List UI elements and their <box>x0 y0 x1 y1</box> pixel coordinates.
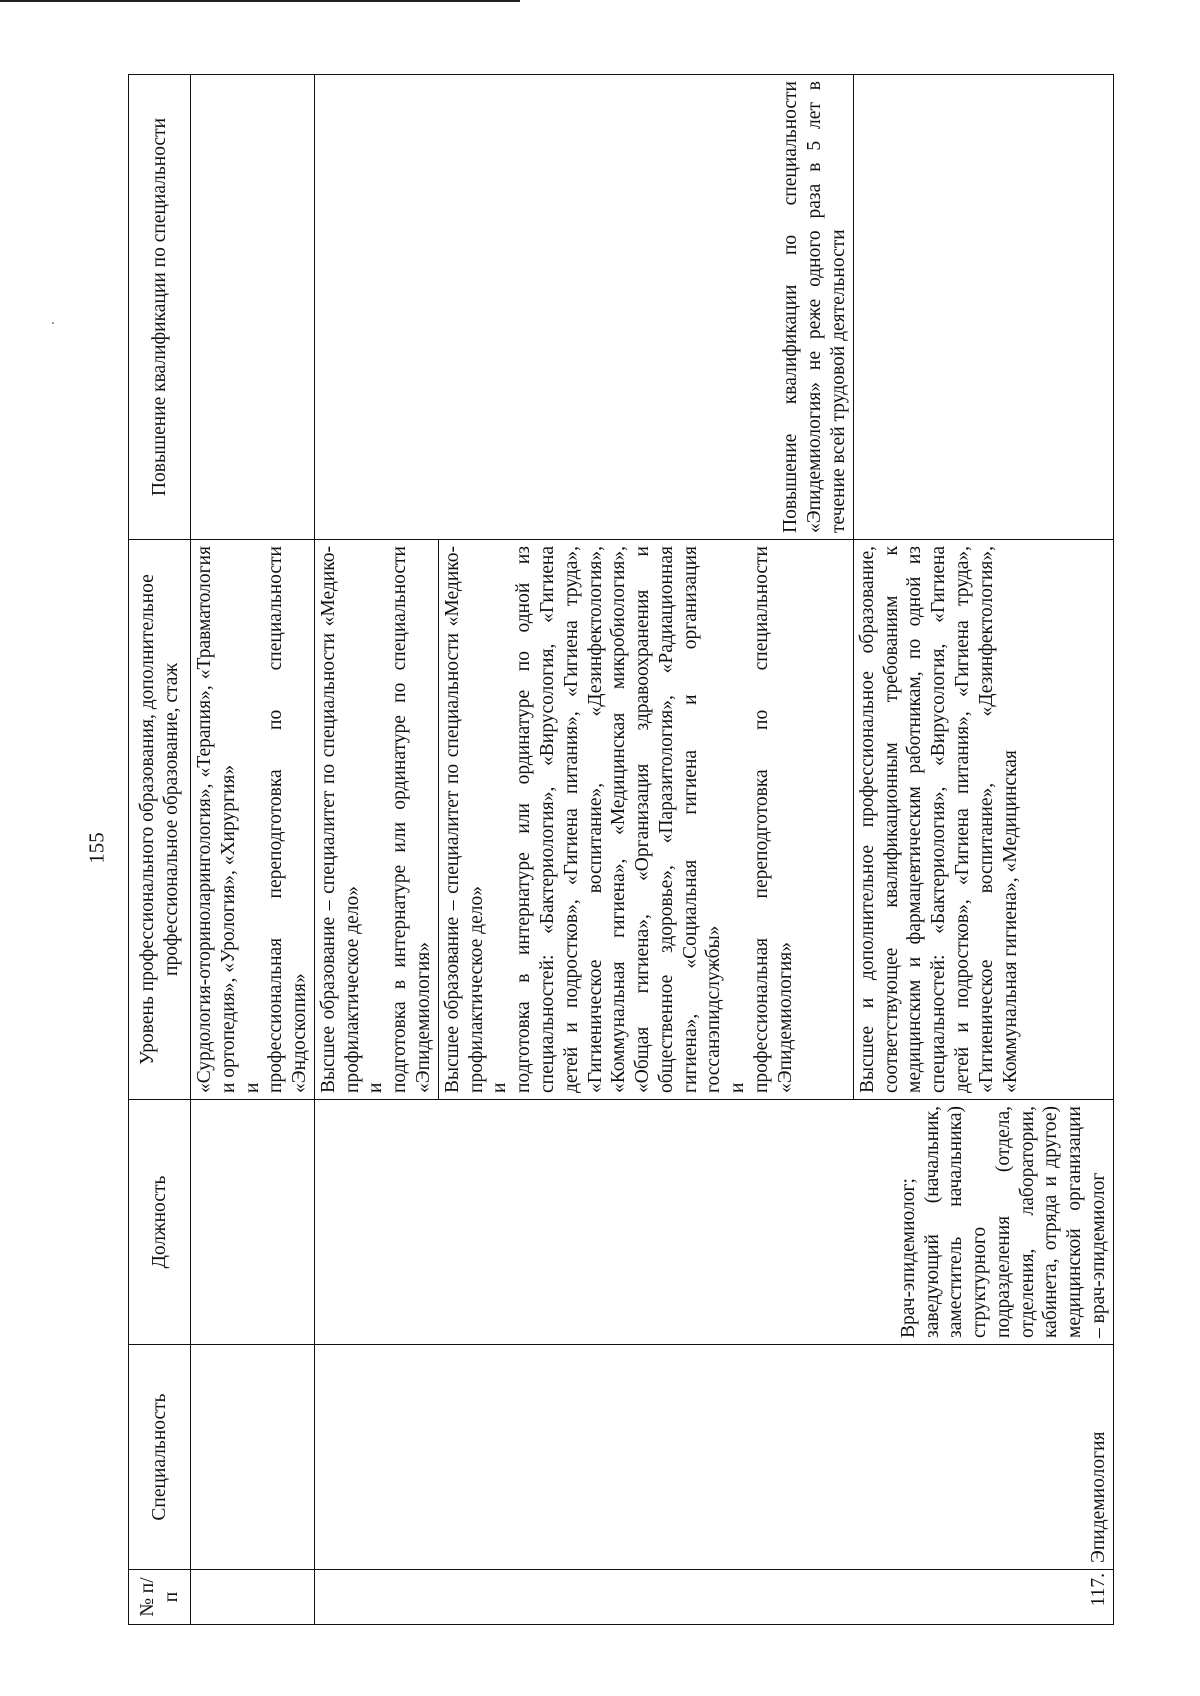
edu-line: подготовка в интернатуре или ординатуре по одной из специальностей: «Бактериология», «Вирусология, «Гигиена детей и подростков», «Гигиена питания», «Гигиена труда», «Гигиеническое воспитание», «Дезинфектология», «Коммунальная гигиена», «Медицинская микробиология», «Общая гигиена», «Организация здравоохранения и общественное здоровье», «Паразитология», «Радиационная гигиена», «Социальная гигиена и организация госсанэпидслужбы» <box>513 546 725 1093</box>
edu-conjunction: и <box>727 1082 749 1093</box>
scan-speck <box>52 322 54 324</box>
cell-qualification-117-empty <box>853 75 1113 540</box>
cell-specialty-117: Эпидемиология <box>314 1345 1113 1570</box>
edu-conjunction: и <box>241 1082 263 1093</box>
cell-education-continued <box>191 540 315 1100</box>
cell-specialty-empty <box>191 1345 315 1570</box>
table-row-117-part1 <box>314 75 438 1625</box>
page-number: 155 <box>84 832 109 864</box>
header-qualification: Повышение квалификации по специальности <box>129 75 191 540</box>
table-header-row <box>129 75 191 1625</box>
cell-education-117-block3 <box>853 540 1113 1100</box>
cell-education-117-block2 <box>438 540 853 1100</box>
edu-line: Высшее образование – специалитет по специальности «Медико-профилактическое дело» <box>317 546 363 1093</box>
cell-num-empty <box>191 1570 315 1625</box>
scan-edge-line <box>0 0 520 2</box>
edu-line: Высшее образование – специалитет по специальности «Медико-профилактическое дело» <box>441 546 487 1093</box>
cell-position-empty <box>191 1100 315 1345</box>
header-num: № п/п <box>129 1570 191 1625</box>
edu-line: подготовка в интернатуре или ординатуре по специальности «Эпидемиология» <box>389 546 435 1093</box>
cell-num-117: 117. <box>314 1570 1113 1625</box>
edu-line: «Сурдология-оториноларингология», «Терапия», «Травматология и ортопедия», «Урология», «Хирургия» <box>194 546 239 1093</box>
cell-position-117: Врач-эпидемиолог; заведующий (начальник, заместитель начальника) структурного подразделения (отдела, отделения, лаборатории, кабинета, отряда и другое) медицинской организации – врач-эпидемиолог <box>314 1100 1113 1345</box>
edu-line: профессиональная переподготовка по специальности «Эпидемиология» <box>750 546 796 1093</box>
edu-line: профессиональная переподготовка по специальности «Эндоскопия» <box>265 546 311 1093</box>
cell-qualification-117: Повышение квалификации по специальности «Эпидемиология» не реже одного раза в 5 лет в течение всей трудовой деятельности <box>314 75 853 540</box>
header-education: Уровень профессионального образования, дополнительное профессиональное образование, стаж <box>129 540 191 1100</box>
table-row-continued <box>191 75 315 1625</box>
edu-line: Высшее и дополнительное профессиональное образование, соответствующее квалификационным требованиям к медицинским и фармацевтическим работникам, по одной из специальностей: «Бактериология», «Вирусология, «Гигиена детей и подростков», «Гигиена питания», «Гигиена труда», «Гигиеническое воспитание», «Дезинфектология», «Коммунальная гигиена», «Медицинская <box>856 546 1021 1093</box>
header-specialty: Специальность <box>129 1345 191 1570</box>
rotated-page-content <box>128 75 1110 1625</box>
edu-conjunction: и <box>489 1082 511 1093</box>
cell-education-117-block1 <box>314 540 438 1100</box>
qualification-requirements-table <box>128 74 1114 1625</box>
edu-conjunction: и <box>365 1082 387 1093</box>
cell-qualification-empty <box>191 75 315 540</box>
header-position: Должность <box>129 1100 191 1345</box>
